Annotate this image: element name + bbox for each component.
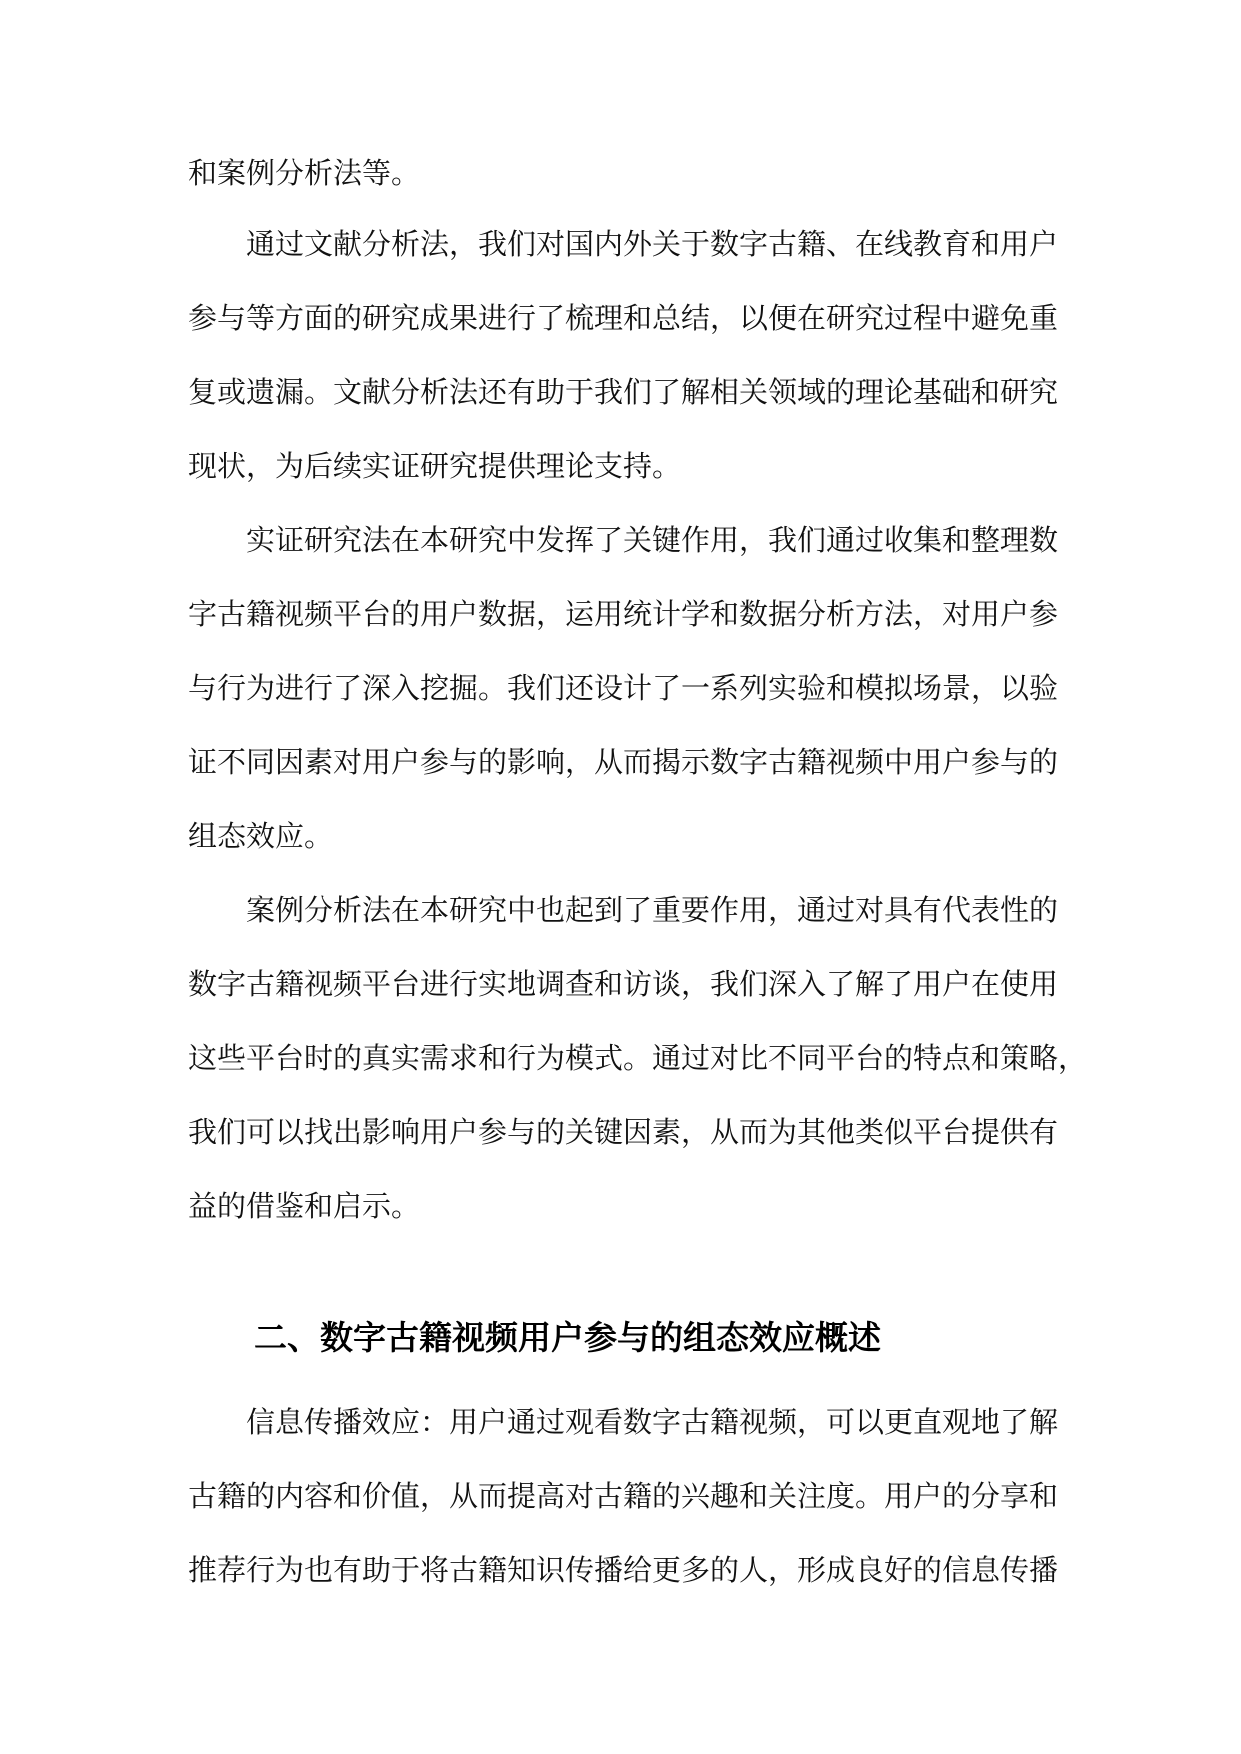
paragraph-line: [0, 964, 1241, 1004]
paragraph-line: [0, 372, 1241, 412]
line-text: 古籍的内容和价值，从而提高对古籍的兴趣和关注度。用户的分享和: [188, 1479, 1059, 1513]
line-text: 字古籍视频平台的用户数据，运用统计学和数据分析方法，对用户参: [188, 597, 1059, 631]
line-text: 和案例分析法等。: [188, 156, 421, 190]
paragraph-line: [0, 594, 1241, 634]
line-text: 我们可以找出影响用户参与的关键因素，从而为其他类似平台提供有: [188, 1115, 1059, 1149]
paragraph-line: [0, 224, 1241, 264]
line-text: 案例分析法在本研究中也起到了重要作用，通过对具有代表性的: [246, 893, 1059, 927]
line-text: 实证研究法在本研究中发挥了关键作用，我们通过收集和整理数: [246, 523, 1059, 557]
paragraph-line: [0, 153, 1241, 193]
line-text: 复或遗漏。文献分析法还有助于我们了解相关领域的理论基础和研究: [188, 375, 1059, 409]
paragraph-line: [0, 742, 1241, 782]
line-text: 益的借鉴和启示。: [188, 1189, 421, 1223]
paragraph-line: [0, 668, 1241, 708]
line-text: 参与等方面的研究成果进行了梳理和总结，以便在研究过程中避免重: [188, 301, 1059, 335]
paragraph-line: [0, 816, 1241, 856]
line-text: 信息传播效应：用户通过观看数字古籍视频，可以更直观地了解: [246, 1405, 1059, 1439]
line-text: 数字古籍视频平台进行实地调查和访谈，我们深入了解了用户在使用: [188, 967, 1059, 1001]
paragraph-line: [0, 1038, 1241, 1078]
line-text: 这些平台时的真实需求和行为模式。通过对比不同平台的特点和策略，: [188, 1041, 1088, 1075]
line-text: 推荐行为也有助于将古籍知识传播给更多的人，形成良好的信息传播: [188, 1553, 1059, 1587]
line-text: 组态效应。: [188, 819, 334, 853]
paragraph-line: [0, 1186, 1241, 1226]
paragraph-line: [0, 446, 1241, 486]
paragraph-line: [0, 298, 1241, 338]
paragraph-line: [0, 1476, 1241, 1516]
line-text: 现状，为后续实证研究提供理论支持。: [188, 449, 682, 483]
paragraph-line: [0, 890, 1241, 930]
paragraph-line: [0, 1402, 1241, 1442]
line-text: 与行为进行了深入挖掘。我们还设计了一系列实验和模拟场景，以验: [188, 671, 1059, 705]
section-heading: 二、数字古籍视频用户参与的组态效应概述: [254, 1318, 881, 1357]
paragraph-line: [0, 520, 1241, 560]
paragraph-line: [0, 1550, 1241, 1590]
paragraph-line: [0, 1112, 1241, 1152]
line-text: 通过文献分析法，我们对国内外关于数字古籍、在线教育和用户: [246, 227, 1059, 261]
line-text: 证不同因素对用户参与的影响，从而揭示数字古籍视频中用户参与的: [188, 745, 1059, 779]
